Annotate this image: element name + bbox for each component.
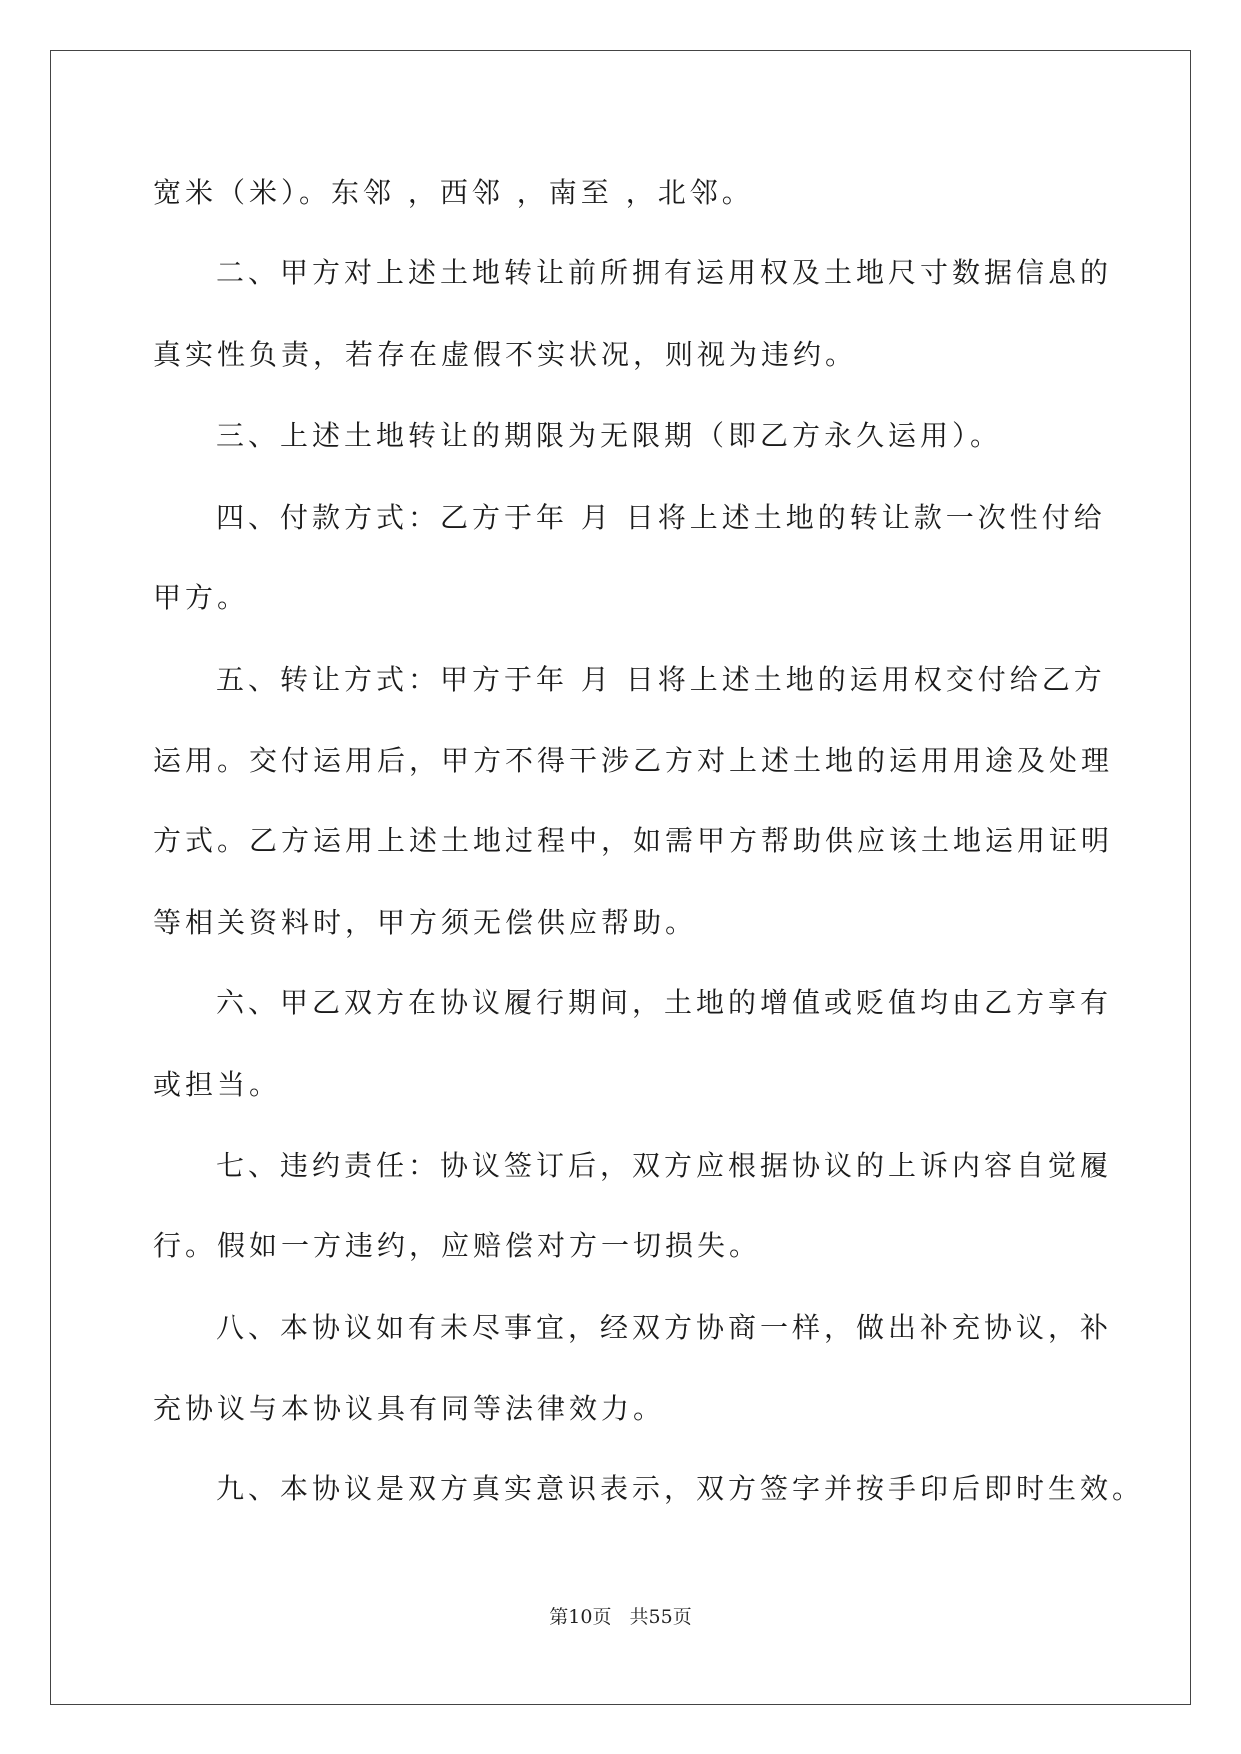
text-line-2: 二、甲方对上述土地转让前所拥有运用权及土地尺寸数据信息的 — [216, 256, 1113, 289]
text-line-16: 充协议与本协议具有同等法律效力。 — [153, 1392, 666, 1425]
text-line-6: 甲方。 — [153, 581, 250, 614]
text-line-11: 六、甲乙双方在协议履行期间，土地的增值或贬值均由乙方享有 — [216, 986, 1113, 1019]
text-line-14: 行。假如一方违约，应赔偿对方一切损失。 — [153, 1229, 762, 1262]
text-line-12: 或担当。 — [153, 1068, 282, 1101]
page-border — [50, 50, 1191, 1705]
text-line-4: 三、上述土地转让的期限为无限期（即乙方永久运用）。 — [216, 419, 1003, 452]
text-line-3: 真实性负责，若存在虚假不实状况，则视为违约。 — [153, 338, 858, 371]
text-line-13: 七、违约责任：协议签订后，双方应根据协议的上诉内容自觉履 — [216, 1149, 1113, 1182]
text-line-8: 运用。交付运用后，甲方不得干涉乙方对上述土地的运用用途及处理 — [153, 744, 1114, 777]
text-line-17: 九、本协议是双方真实意识表示，双方签字并按手印后即时生效。 — [216, 1472, 1145, 1505]
text-line-9: 方式。乙方运用上述土地过程中，如需甲方帮助供应该土地运用证明 — [153, 824, 1114, 857]
page-footer — [0, 1602, 1241, 1629]
text-line-7: 五、转让方式：甲方于年 月 日将上述土地的运用权交付给乙方 — [216, 663, 1106, 696]
page-total: 共55页 — [629, 1606, 692, 1628]
text-line-5: 四、付款方式：乙方于年 月 日将上述土地的转让款一次性付给 — [216, 501, 1106, 534]
page-number: 第10页 — [549, 1606, 612, 1628]
text-line-1: 宽米（米）。东邻 ，西邻 ，南至 ，北邻。 — [153, 176, 754, 209]
text-line-15: 八、本协议如有未尽事宜，经双方协商一样，做出补充协议，补 — [216, 1311, 1113, 1344]
text-line-10: 等相关资料时，甲方须无偿供应帮助。 — [153, 906, 698, 939]
